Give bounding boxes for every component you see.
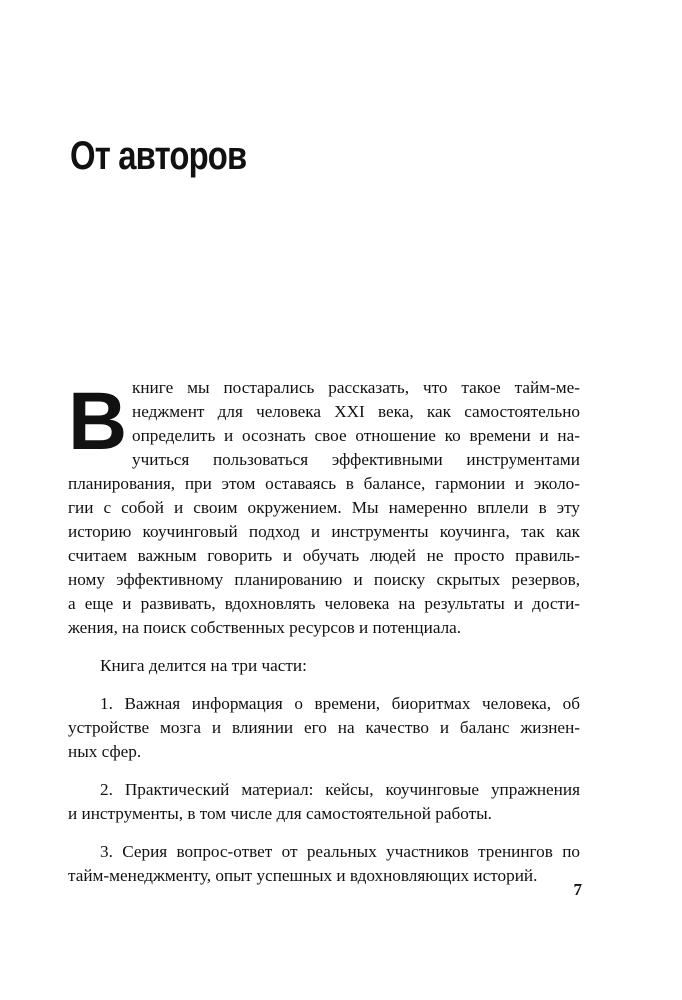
body-text (68, 376, 580, 888)
text-line: и инструменты, в том числе для самостоятельной работы. (68, 804, 492, 823)
text-line: считаем важным говорить и обучать людей не просто правиль- (68, 546, 580, 565)
text-line: историю коучинговый подход и инструменты коучинга, так как (68, 522, 580, 541)
text-line: 3. Серия вопрос-ответ от реальных участников тренингов по (100, 842, 580, 861)
text-line: планирования, при этом оставаясь в балансе, гармонии и эколо- (68, 474, 580, 493)
text-line: ному эффективному планированию и поиску скрытых резервов, (68, 570, 580, 589)
part-2-paragraph (68, 778, 580, 826)
text-line: жения, на поиск собственных ресурсов и потенциала. (68, 618, 462, 637)
text-line: ных сфер. (68, 742, 142, 761)
text-line: а еще и развивать, вдохновлять человека на результаты и дости- (68, 594, 580, 613)
text-line: устройстве мозга и влиянии его на качество и баланс жизнен- (68, 718, 580, 737)
text-line: неджмент для человека XXI века, как самостоятельно (132, 402, 580, 421)
text-line: 2. Практический материал: кейсы, коучинговые упражнения (100, 780, 580, 799)
text-line: учиться пользоваться эффективными инструментами (132, 450, 580, 469)
text-line: определить и осознать свое отношение ко времени и на- (132, 426, 580, 445)
text-line: книге мы постарались рассказать, что такое тайм-ме- (132, 378, 580, 397)
part-1-paragraph (68, 692, 580, 764)
drop-cap: В (68, 376, 128, 467)
text-line: Книга делится на три части: (100, 656, 307, 675)
parts-intro-paragraph (68, 654, 580, 678)
text-line: тайм-менеджменту, опыт успешных и вдохновляющих историй. (68, 866, 538, 885)
text-line: гии с собой и своим окружением. Мы намеренно вплели в эту (68, 498, 580, 517)
intro-paragraph (68, 376, 580, 640)
text-line: 1. Важная информация о времени, биоритмах человека, об (100, 694, 580, 713)
page-number: 7 (573, 880, 582, 899)
part-3-paragraph (68, 840, 580, 888)
page-title: От авторов (70, 134, 247, 178)
